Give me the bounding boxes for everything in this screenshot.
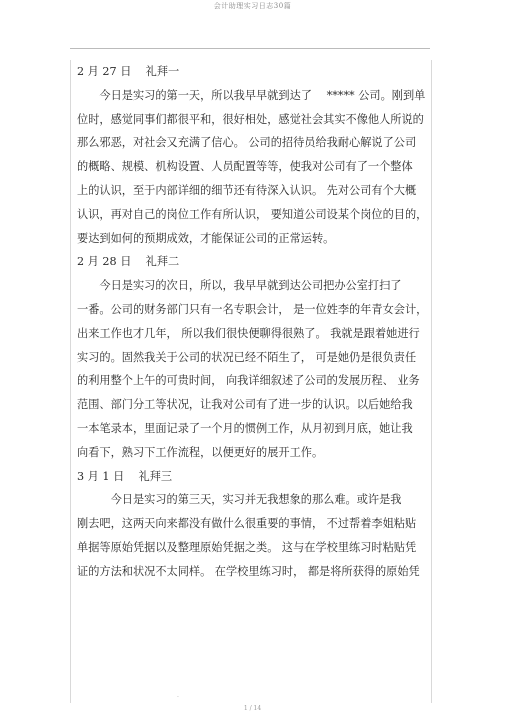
paragraph-line: 一番。公司的财务部门只有一名专职会计， 是一位姓李的年青女会计， bbox=[77, 302, 428, 316]
paragraph-line: 今日是实习的第一天，所以我早早就到达了 ***** 公司。刚到单 bbox=[77, 88, 426, 102]
entry-date-line bbox=[77, 465, 427, 489]
paragraph-line: 证的方法和状况不太同样。 在学校里练习时， 都是将所获得的原始凭 bbox=[77, 564, 420, 578]
entry-date: 3 月 1 日 bbox=[77, 469, 125, 483]
document-body bbox=[77, 60, 427, 584]
paragraph-line: 出来工作也才几年， 所以我们很快便聊得很熟了。 我就是跟着她进行 bbox=[77, 326, 420, 340]
paragraph-line: 向看下，熟习下工作流程，以便更好的展开工作。 bbox=[77, 445, 324, 459]
entry-weekday: 礼拜二 bbox=[145, 255, 180, 269]
paragraph-line: 认识，再对自己的岗位工作有所认识， 要知道公司设某个岗位的目的， bbox=[77, 207, 428, 221]
paragraph-line: 单据等原始凭据以及整理原始凭据之类。 这与在学校里练习时粘贴凭 bbox=[77, 540, 417, 554]
header-rule bbox=[70, 48, 430, 49]
entry-date: 2 月 28 日 bbox=[77, 255, 132, 269]
entry-date: 2 月 27 日 bbox=[77, 65, 132, 78]
paragraph-line: 一本笔录本，里面记录了一个月的惯例工作，从月初到月底，她让我 bbox=[77, 421, 413, 435]
page-number: 1 / 14 bbox=[243, 705, 262, 712]
paragraph-line: 位时，感觉同事们都很平和，很好相处，感觉社会其实不像他人所说的 bbox=[77, 112, 424, 126]
paragraph-line: 上的认识，至于内部详细的细节还有待深入认识。 先对公司有个大概 bbox=[77, 183, 417, 197]
paragraph-line: 今日是实习的第三天，实习并无我想象的那么难。或许是我 bbox=[77, 493, 402, 507]
paragraph-line: 那么邪恶，对社会又充满了信心。 公司的招待员给我耐心解说了公司 bbox=[77, 136, 417, 150]
paragraph-line: 要达到如何的预期成效，才能保证公司的正常运转。 bbox=[77, 231, 335, 245]
paragraph-line: 的概略、规模、机构设置、人员配置等等，使我对公司有了一个整体 bbox=[77, 160, 413, 174]
entry-date-line bbox=[77, 60, 427, 84]
paragraph-line: 范围、部门分工等状况，让我对公司有了进一步的认识。以后她给我 bbox=[77, 398, 413, 412]
paragraph-line: 刚去吧，这两天向来都没有做什么很重要的事情， 不过帮着李姐粘贴 bbox=[77, 517, 417, 531]
footer-mark: . bbox=[177, 692, 179, 699]
page-header-title: 会计助理实习日志30篇 bbox=[213, 2, 292, 10]
paragraph-line: 的利用整个上午的可贵时间， 向我详细叙述了公司的发展历程、 业务 bbox=[77, 374, 420, 388]
paragraph-line: 今日是实习的次日，所以，我早早就到达公司把办公室打扫了 bbox=[77, 279, 402, 293]
entry-weekday: 礼拜一 bbox=[145, 65, 180, 78]
entry-date-line bbox=[77, 250, 427, 274]
entry-weekday: 礼拜三 bbox=[138, 469, 173, 483]
paragraph-line: 实习的。固然我关于公司的状况已经不陌生了， 可是她仍是很负责任 bbox=[77, 350, 417, 364]
